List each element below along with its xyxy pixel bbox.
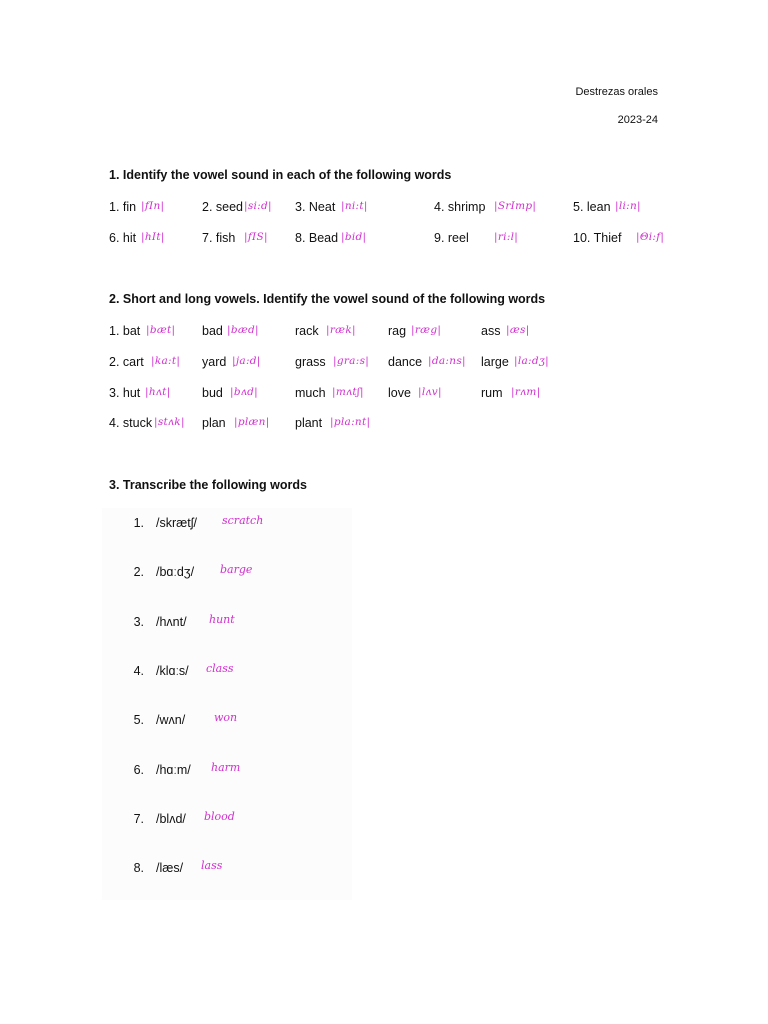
handwritten-answer: |hʌt|: [145, 386, 171, 398]
handwritten-answer: |bid|: [341, 231, 367, 243]
handwritten-answer: |si:d|: [244, 200, 272, 212]
handwritten-answer: scratch: [222, 514, 264, 527]
item-number: 6.: [133, 762, 144, 777]
handwritten-answer: barge: [220, 563, 253, 577]
handwritten-answer: |la:dʒ|: [514, 355, 549, 367]
ipa-transcription: /blʌd/: [156, 811, 186, 826]
exercise-word: 9. reel: [434, 231, 469, 245]
ipa-transcription: /wʌn/: [156, 713, 186, 728]
course-name: Destrezas orales: [575, 86, 658, 98]
exercise-word: 7. fish: [202, 231, 236, 245]
handwritten-answer: |ni:t|: [341, 200, 368, 212]
handwritten-answer: |pla:nt|: [330, 416, 371, 428]
handwritten-answer: |fIn|: [141, 200, 165, 212]
ipa-transcription: /læs/: [156, 861, 184, 876]
handwritten-answer: |stʌk|: [154, 416, 185, 428]
handwritten-answer: |da:ns|: [428, 355, 466, 367]
exercise-word: large: [481, 355, 509, 369]
handwritten-answer: class: [206, 661, 234, 675]
ipa-transcription: /hɑːm/: [156, 762, 191, 777]
exercise-word: ass: [481, 324, 501, 338]
item-number: 4.: [133, 663, 144, 678]
handwritten-answer: won: [214, 711, 238, 725]
handwritten-answer: |ræg|: [411, 324, 442, 336]
exercise-word: 3. hut: [109, 386, 141, 400]
handwritten-answer: harm: [211, 760, 241, 774]
exercise-word: rum: [481, 386, 503, 400]
handwritten-answer: |lʌv|: [418, 386, 442, 398]
section-1-heading: 1. Identify the vowel sound in each of the following words: [109, 168, 452, 182]
exercise-word: 8. Bead: [295, 231, 339, 245]
item-number: 2.: [133, 565, 144, 580]
handwritten-answer: |plæn|: [234, 416, 270, 428]
handwritten-answer: |rʌm|: [511, 386, 541, 398]
exercise-word: 4. shrimp: [434, 200, 486, 214]
handwritten-answer: |gra:s|: [333, 355, 370, 367]
handwritten-answer: |hIt|: [141, 231, 165, 243]
exercise-word: rag: [388, 324, 407, 338]
exercise-word: 1. bat: [109, 324, 141, 338]
exercise-word: 10. Thief: [573, 231, 622, 245]
handwritten-answer: |ræk|: [326, 324, 356, 336]
ipa-transcription: /klɑːs/: [156, 663, 189, 678]
exercise-word: 5. lean: [573, 200, 611, 214]
item-number: 7.: [133, 811, 144, 826]
exercise-word: much: [295, 386, 326, 400]
handwritten-answer: |bæt|: [146, 324, 176, 336]
exercise-word: bad: [202, 324, 223, 338]
handwritten-answer: |ja:d|: [232, 355, 261, 367]
handwritten-answer: |ri:l|: [494, 231, 519, 243]
handwritten-answer: |bæd|: [227, 324, 259, 336]
exercise-word: plant: [295, 416, 323, 430]
handwritten-answer: |fIS|: [244, 231, 268, 243]
exercise-word: 3. Neat: [295, 200, 336, 214]
exercise-word: 6. hit: [109, 231, 137, 245]
handwritten-answer: |æs|: [506, 324, 530, 336]
item-number: 5.: [133, 713, 144, 728]
exercise-word: rack: [295, 324, 319, 338]
transcription-list: [102, 508, 352, 900]
section-2-heading: 2. Short and long vowels. Identify the vowel sound of the following words: [109, 292, 546, 306]
exercise-word: 2. seed: [202, 200, 244, 214]
academic-year: 2023-24: [617, 114, 658, 126]
handwritten-answer: |li:n|: [615, 200, 641, 212]
handwritten-answer: |Θi:f|: [636, 231, 665, 243]
exercise-word: plan: [202, 416, 226, 430]
item-number: 1.: [133, 516, 144, 530]
ipa-transcription: /bɑːdʒ/: [156, 565, 195, 580]
exercise-word: 2. cart: [109, 355, 144, 369]
exercise-word: grass: [295, 355, 326, 369]
ipa-transcription: /hʌnt/: [156, 614, 187, 629]
exercise-word: yard: [202, 355, 227, 369]
section-3-heading: 3. Transcribe the following words: [109, 478, 307, 492]
handwritten-answer: hunt: [209, 612, 235, 626]
exercise-word: dance: [388, 355, 423, 369]
handwritten-answer: blood: [204, 809, 235, 823]
handwritten-answer: lass: [201, 859, 223, 873]
item-number: 8.: [133, 861, 144, 876]
handwritten-answer: |bʌd|: [230, 386, 258, 398]
exercise-word: 1. fin: [109, 200, 137, 214]
handwritten-answer: |ka:t|: [151, 355, 181, 367]
item-number: 3.: [133, 614, 144, 629]
exercise-word: love: [388, 386, 411, 400]
handwritten-answer: |SrImp|: [494, 200, 537, 212]
exercise-word: bud: [202, 386, 223, 400]
exercise-word: 4. stuck: [109, 416, 153, 430]
handwritten-answer: |mʌtʃ|: [332, 386, 364, 398]
ipa-transcription: /skrætʃ/: [156, 516, 197, 530]
